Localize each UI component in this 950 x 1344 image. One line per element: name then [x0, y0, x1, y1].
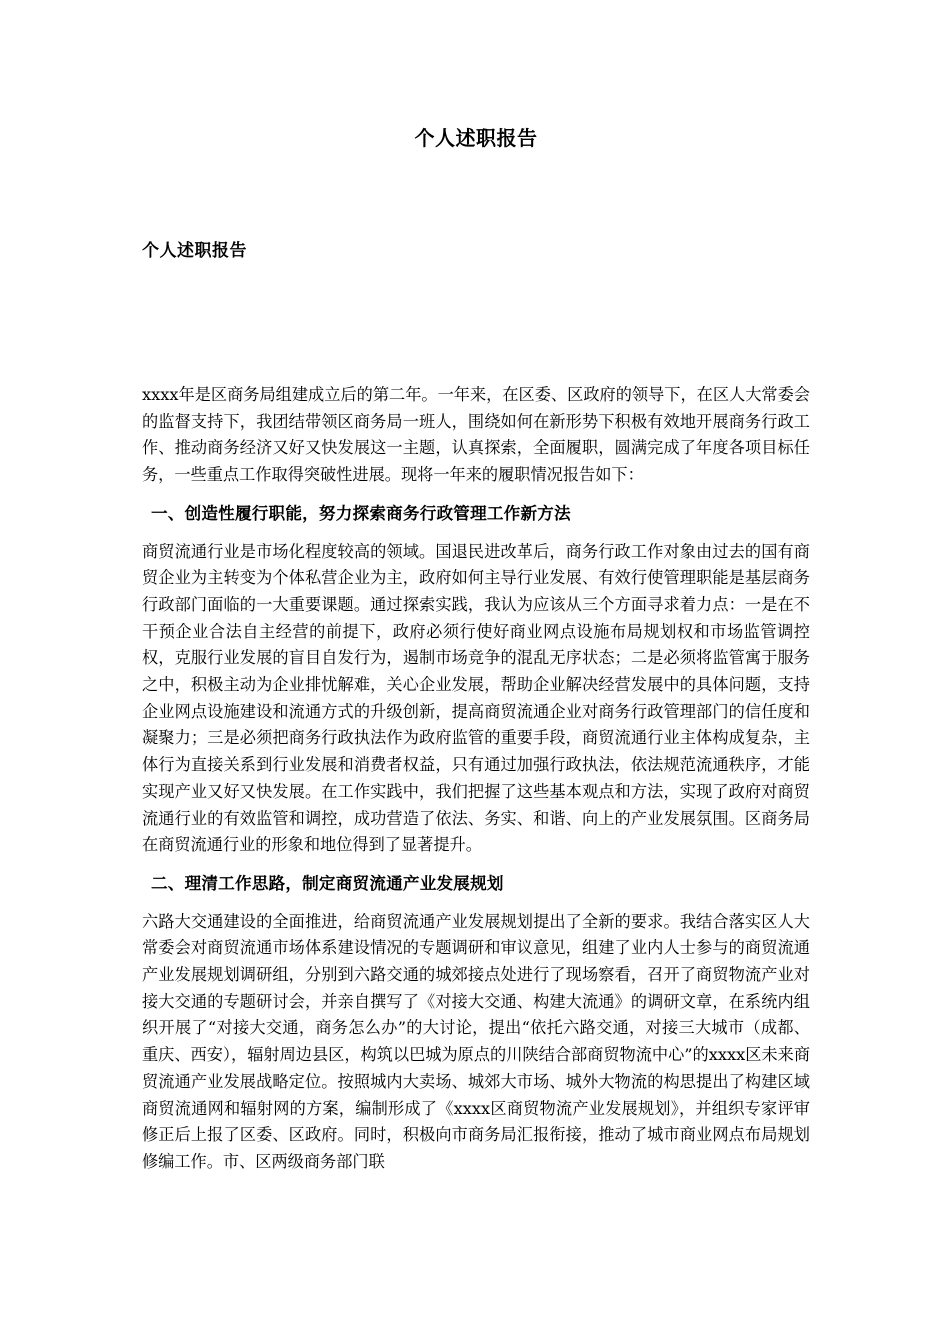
section-1-paragraph: 商贸流通行业是市场化程度较高的领域。国退民进改革后，商务行政工作对象由过去的国有商贸企业为主转变为个体私营企业为主，政府如何主导行业发展、有效行使管理职能是基层商务行政部门面临的一大重要课题。通过探索实践，我认为应该从三个方面寻求着力点：一是在不干预企业合法自主经营的前提下，政府必须行使好商业网点设施布局规划权和市场监管调控权，克服行业发展的盲目自发行为，遏制市场竞争的混乱无序状态；二是必须将监管寓于服务之中，积极主动为企业排忧解难，关心企业发展，帮助企业解决经营发展中的具体问题，支持企业网点设施建设和流通方式的升级创新，提高商贸流通企业对商务行政管理部门的信任度和凝聚力；三是必须把商务行政执法作为政府监管的重要手段，商贸流通行业主体构成复杂，主体行为直接关系到行业发展和消费者权益，只有通过加强行政执法，依法规范流通秩序，才能实现产业又好又快发展。在工作实践中，我们把握了这些基本观点和方法，实现了政府对商贸流通行业的有效监管和调控，成功营造了依法、务实、和谐、向上的产业发展氛围。区商务局在商贸流通行业的形象和地位得到了显著提升。 [142, 541, 810, 855]
section-heading-2: 二、理清工作思路，制定商贸流通产业发展规划 [151, 873, 504, 893]
section-2-paragraph: 六路大交通建设的全面推进，给商贸流通产业发展规划提出了全新的要求。我结合落实区人大常委会对商贸流通市场体系建设情况的专题调研和审议意见，组建了业内人士参与的商贸流通产业发展规划调研组，分别到六路交通的城郊接点处进行了现场察看，召开了商贸物流产业对接大交通的专题研讨会，并亲自撰写了《对接大交通、构建大流通》的调研文章，在系统内组织开展了“对接大交通，商务怎么办”的大讨论，提出“依托六路交通，对接三大城市（成都、重庆、西安），辐射周边县区，构筑以巴城为原点的川陕结合部商贸物流中心”的xxxx区未来商贸流通产业发展战略定位。按照城内大卖场、城郊大市场、城外大物流的构思提出了构建区域商贸流通网和辐射网的方案，编制形成了《xxxx区商贸物流产业发展规划》，并组织专家评审修正后上报了区委、区政府。同时，积极向市商务局汇报衔接，推动了城市商业网点布局规划修编工作。市、区两级商务部门联 [142, 911, 811, 1171]
document-body [142, 382, 810, 1187]
document-subtitle: 个人述职报告 [142, 241, 247, 261]
page-title: 个人述职报告 [414, 126, 538, 150]
section-heading-1: 一、创造性履行职能，努力探索商务行政管理工作新方法 [151, 503, 571, 523]
intro-paragraph: xxxx年是区商务局组建成立后的第二年。一年来，在区委、区政府的领导下，在区人大常委会的监督支持下，我团结带领区商务局一班人，围绕如何在新形势下积极有效地开展商务行政工作、推动商务经济又好又快发展这一主题，认真探索，全面履职，圆满完成了年度各项目标任务，一些重点工作取得突破性进展。现将一年来的履职情况报告如下： [142, 385, 810, 485]
